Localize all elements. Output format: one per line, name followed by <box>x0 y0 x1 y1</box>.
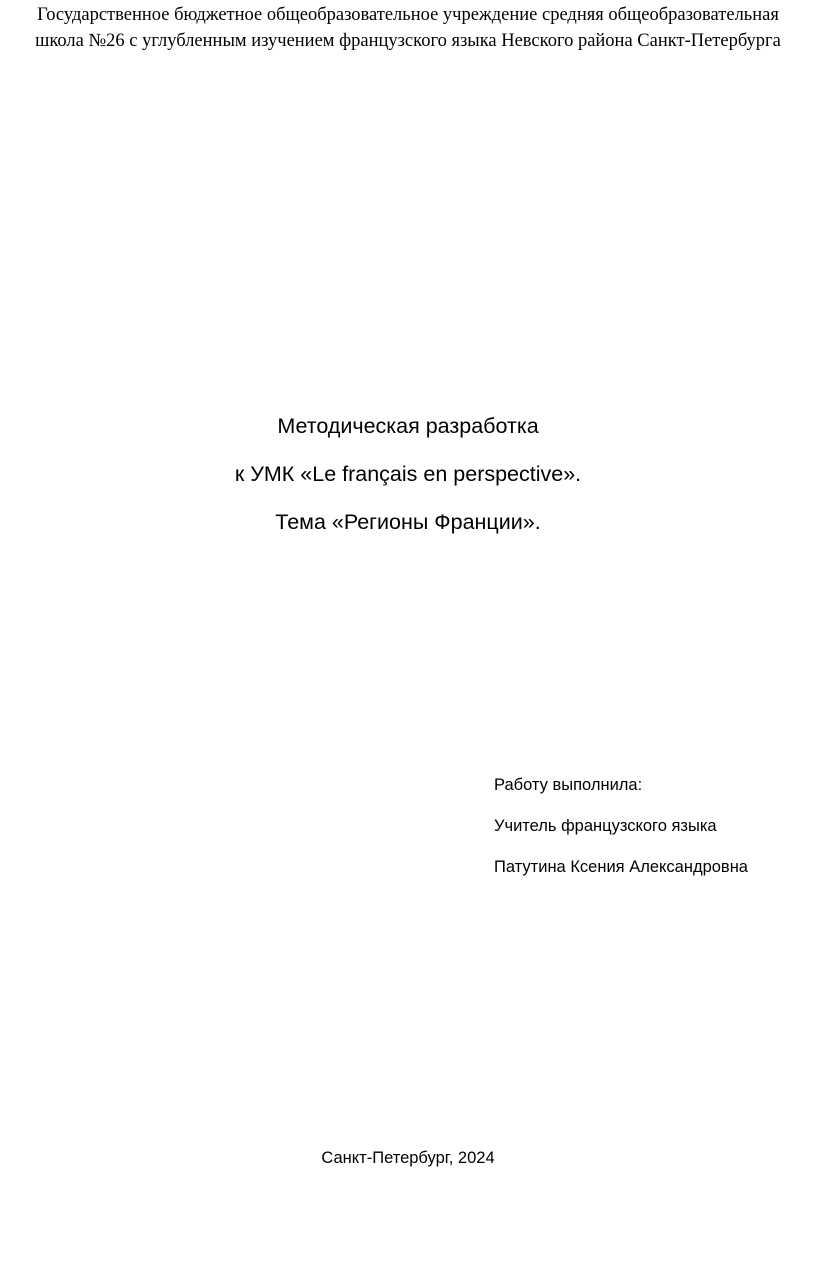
title-line-1: Методическая разработка <box>277 414 539 438</box>
author-info <box>494 770 748 893</box>
title-line-2: к УМК «Le français en perspective». <box>234 462 582 486</box>
author-position: Учитель французского языка <box>494 817 717 835</box>
title-line-3: Тема «Регионы Франции». <box>275 510 541 534</box>
place-and-year: Санкт-Петербург, 2024 <box>321 1149 495 1167</box>
institution-header <box>0 2 816 54</box>
author-name: Патутина Ксения Александровна <box>494 858 748 876</box>
author-label: Работу выполнила: <box>494 776 643 794</box>
institution-line-2: школа №26 с углубленным изучением французского языка Невского района Санкт-Петербурга <box>35 31 781 51</box>
institution-line-1: Государственное бюджетное общеобразовательное учреждение средняя общеобразовательная <box>37 5 779 25</box>
document-title <box>0 408 816 552</box>
